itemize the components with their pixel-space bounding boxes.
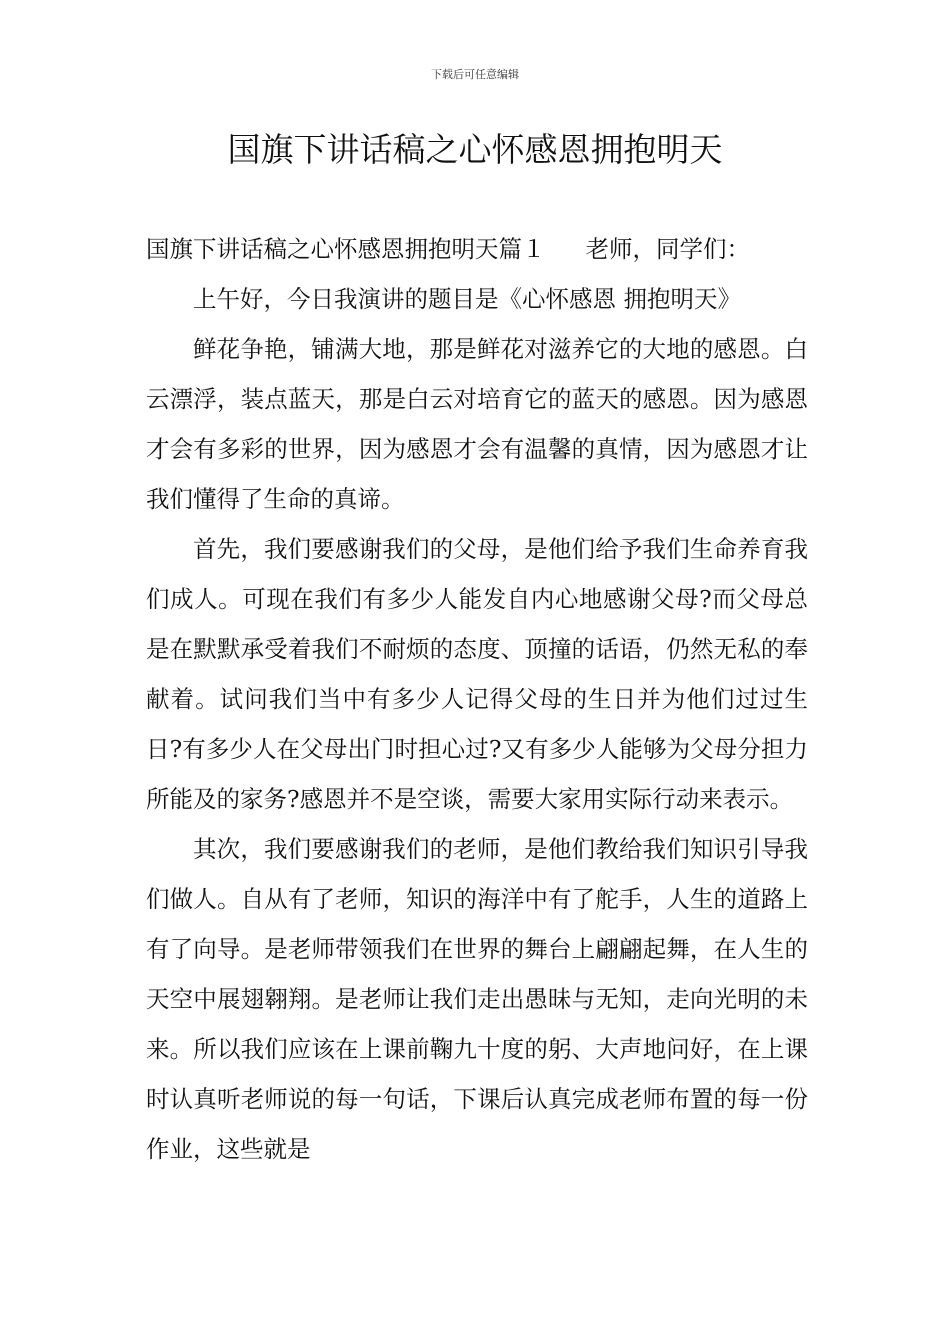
paragraph-greeting: 上午好，今日我演讲的题目是《心怀感恩 拥抱明天》 (193, 285, 741, 313)
document-body (146, 224, 808, 1174)
paragraph-gratitude-nature: 鲜花争艳，铺满大地，那是鲜花对滋养它的大地的感恩。白云漂浮，装点蓝天，那是白云对培育它的蓝天的感恩。因为感恩才会有多彩的世界，因为感恩才会有温馨的真情，因为感恩才让我们懂得了生命的真谛。 (146, 335, 808, 513)
intro-heading: 国旗下讲话稿之心怀感恩拥抱明天篇１ (146, 235, 546, 263)
header-note: 下载后可任意编辑 (431, 68, 519, 81)
salutation: 老师，同学们： (585, 235, 750, 263)
paragraph-teachers: 其次，我们要感谢我们的老师，是他们教给我们知识引导我们做人。自从有了老师，知识的海洋中有了舵手，人生的道路上有了向导。是老师带领我们在世界的舞台上翩翩起舞，在人生的天空中展翅翱翔。是老师让我们走出愚昧与无知，走向光明的未来。所以我们应该在上课前鞠九十度的躬、大声地问好，在上课时认真听老师说的每一句话，下课后认真完成老师布置的每一份作业，这些就是 (146, 835, 808, 1163)
paragraph-parents: 首先，我们要感谢我们的父母，是他们给予我们生命养育我们成人。可现在我们有多少人能发自内心地感谢父母?而父母总是在默默承受着我们不耐烦的态度、顶撞的话语，仍然无私的奉献着。试问我们当中有多少人记得父母的生日并为他们过过生日?有多少人在父母出门时担心过?又有多少人能够为父母分担力所能及的家务?感恩并不是空谈，需要大家用实际行动来表示。 (146, 535, 808, 813)
intro-line (146, 224, 808, 274)
page-title: 国旗下讲话稿之心怀感恩拥抱明天 (227, 130, 723, 169)
